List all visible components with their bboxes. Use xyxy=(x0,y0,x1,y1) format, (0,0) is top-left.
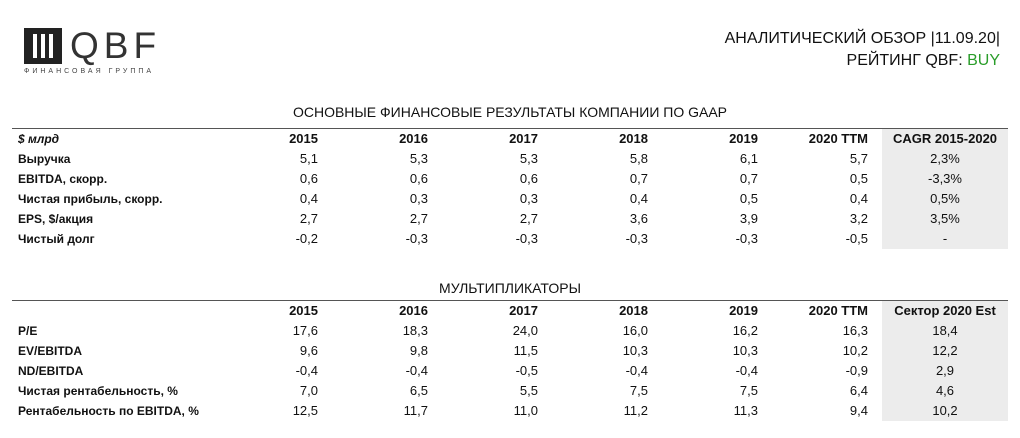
table-cell: 5,3 xyxy=(519,151,538,166)
table-cell: 6,1 xyxy=(739,151,758,166)
table-cell: 10,2 xyxy=(842,343,868,358)
row-label: Рентабельность по EBITDA, % xyxy=(18,404,199,418)
column-header: 2020 TTM xyxy=(772,301,882,322)
table-cell: 11,2 xyxy=(623,403,648,418)
table-cell: 12,2 xyxy=(882,341,1008,361)
table-cell: 0,3 xyxy=(519,191,538,206)
table-cell: 7,5 xyxy=(739,383,758,398)
table-cell: 0,4 xyxy=(299,191,318,206)
table-cell: 2,9 xyxy=(882,361,1008,381)
table-cell: -0,9 xyxy=(845,363,868,378)
table-cell: 18,3 xyxy=(402,323,428,338)
column-header: Сектор 2020 Est xyxy=(882,301,1008,322)
logo-subtitle: ФИНАНСОВАЯ ГРУППА xyxy=(24,68,155,75)
logo-text: QBF xyxy=(70,25,162,66)
table-cell: 11,0 xyxy=(513,403,538,418)
table-cell: 0,6 xyxy=(519,171,538,186)
column-header: 2017 xyxy=(442,129,552,150)
table-row xyxy=(12,209,1008,229)
column-header: 2018 xyxy=(552,301,662,322)
table-cell: 5,8 xyxy=(629,151,648,166)
table-cell: 10,2 xyxy=(882,401,1008,421)
column-header: 2016 xyxy=(332,301,442,322)
logo-mark-icon xyxy=(24,28,62,64)
table-cell: -0,3 xyxy=(735,231,758,246)
rating-line xyxy=(725,50,1000,72)
report-title: АНАЛИТИЧЕСКИЙ ОБЗОР |11.09.20| xyxy=(724,30,1000,47)
table-header-row xyxy=(12,129,1008,150)
table-cell: -0,3 xyxy=(405,231,428,246)
table-cell: -0,4 xyxy=(735,363,758,378)
table-cell: 17,6 xyxy=(292,323,318,338)
table-cell: 7,0 xyxy=(299,383,318,398)
corner-label xyxy=(12,301,222,322)
table-cell: 3,9 xyxy=(739,211,758,226)
table-cell: 0,5% xyxy=(882,189,1008,209)
table-row xyxy=(12,381,1008,401)
table-row xyxy=(12,149,1008,169)
table-cell: 2,7 xyxy=(519,211,538,226)
table-cell: 5,1 xyxy=(299,151,318,166)
column-header: 2019 xyxy=(662,301,772,322)
column-header: 2019 xyxy=(662,129,772,150)
rating-value: BUY xyxy=(967,52,1000,69)
table-cell: 9,4 xyxy=(849,403,868,418)
table-cell: 10,3 xyxy=(622,343,648,358)
table-cell: 6,4 xyxy=(849,383,868,398)
table-cell: 16,3 xyxy=(842,323,868,338)
row-label: Чистая прибыль, скорр. xyxy=(18,192,163,206)
table-cell: 0,4 xyxy=(629,191,648,206)
table-cell: 4,6 xyxy=(882,381,1008,401)
table-cell: 11,7 xyxy=(403,403,428,418)
table-cell: -0,5 xyxy=(515,363,538,378)
table-cell: 16,0 xyxy=(622,323,648,338)
table-cell: 5,5 xyxy=(519,383,538,398)
table-cell: 2,7 xyxy=(299,211,318,226)
table-cell: - xyxy=(882,229,1008,249)
table-cell: 0,5 xyxy=(849,171,868,186)
table-cell: -0,2 xyxy=(295,231,318,246)
table-cell: 11,3 xyxy=(733,403,758,418)
column-header: 2020 TTM xyxy=(772,129,882,150)
table-cell: 16,2 xyxy=(732,323,758,338)
row-label: ND/EBITDA xyxy=(18,364,84,378)
table-row xyxy=(12,341,1008,361)
table-cell: 0,4 xyxy=(849,191,868,206)
row-label: P/E xyxy=(18,324,38,338)
table-cell: 2,3% xyxy=(882,149,1008,169)
table-cell: 11,5 xyxy=(513,343,538,358)
column-header: 2015 xyxy=(222,129,332,150)
table-cell: 3,6 xyxy=(629,211,648,226)
table-cell: -0,5 xyxy=(845,231,868,246)
table-cell: 0,6 xyxy=(299,171,318,186)
table-cell: 7,5 xyxy=(629,383,648,398)
table-cell: 24,0 xyxy=(512,323,538,338)
table-cell: 3,2 xyxy=(849,211,868,226)
table-row xyxy=(12,361,1008,381)
table-cell: 10,3 xyxy=(732,343,758,358)
table-cell: -0,3 xyxy=(625,231,648,246)
column-header: 2018 xyxy=(552,129,662,150)
column-header: CAGR 2015-2020 xyxy=(882,129,1008,150)
table-cell: 0,7 xyxy=(739,171,758,186)
column-header: 2017 xyxy=(442,301,552,322)
corner-label: $ млрд xyxy=(12,129,222,150)
multiples-title: МУЛЬТИПЛИКАТОРЫ xyxy=(439,280,581,296)
table-row xyxy=(12,229,1008,249)
multiples-table xyxy=(12,300,1008,421)
table-cell: 18,4 xyxy=(882,321,1008,341)
table-cell: -0,4 xyxy=(625,363,648,378)
row-label: EV/EBITDA xyxy=(18,344,83,358)
row-label: Чистый долг xyxy=(18,232,95,246)
financials-title: ОСНОВНЫЕ ФИНАНСОВЫЕ РЕЗУЛЬТАТЫ КОМПАНИИ ПО GAAP xyxy=(292,104,728,120)
table-cell: 0,6 xyxy=(409,171,428,186)
table-header-row xyxy=(12,301,1008,322)
table-row xyxy=(12,321,1008,341)
report-header xyxy=(725,28,1000,72)
table-cell: -0,3 xyxy=(515,231,538,246)
table-cell: 5,3 xyxy=(409,151,428,166)
table-cell: -3,3% xyxy=(882,169,1008,189)
company-logo xyxy=(24,26,174,76)
table-cell: 12,5 xyxy=(292,403,318,418)
table-row xyxy=(12,169,1008,189)
table-cell: -0,4 xyxy=(405,363,428,378)
table-cell: 3,5% xyxy=(882,209,1008,229)
table-cell: -0,4 xyxy=(295,363,318,378)
row-label: Выручка xyxy=(18,152,71,166)
table-row xyxy=(12,401,1008,421)
table-cell: 6,5 xyxy=(409,383,428,398)
column-header: 2015 xyxy=(222,301,332,322)
table-cell: 2,7 xyxy=(409,211,428,226)
table-row xyxy=(12,189,1008,209)
row-label: EBITDA, скорр. xyxy=(18,172,108,186)
row-label: Чистая рентабельность, % xyxy=(18,384,178,398)
rating-label: РЕЙТИНГ QBF: xyxy=(846,52,968,69)
table-cell: 9,6 xyxy=(299,343,318,358)
table-cell: 0,5 xyxy=(739,191,758,206)
financials-table xyxy=(12,128,1008,249)
table-cell: 5,7 xyxy=(849,151,868,166)
table-cell: 0,7 xyxy=(629,171,648,186)
column-header: 2016 xyxy=(332,129,442,150)
table-cell: 9,8 xyxy=(409,343,428,358)
row-label: EPS, $/акция xyxy=(18,212,94,226)
table-cell: 0,3 xyxy=(409,191,428,206)
